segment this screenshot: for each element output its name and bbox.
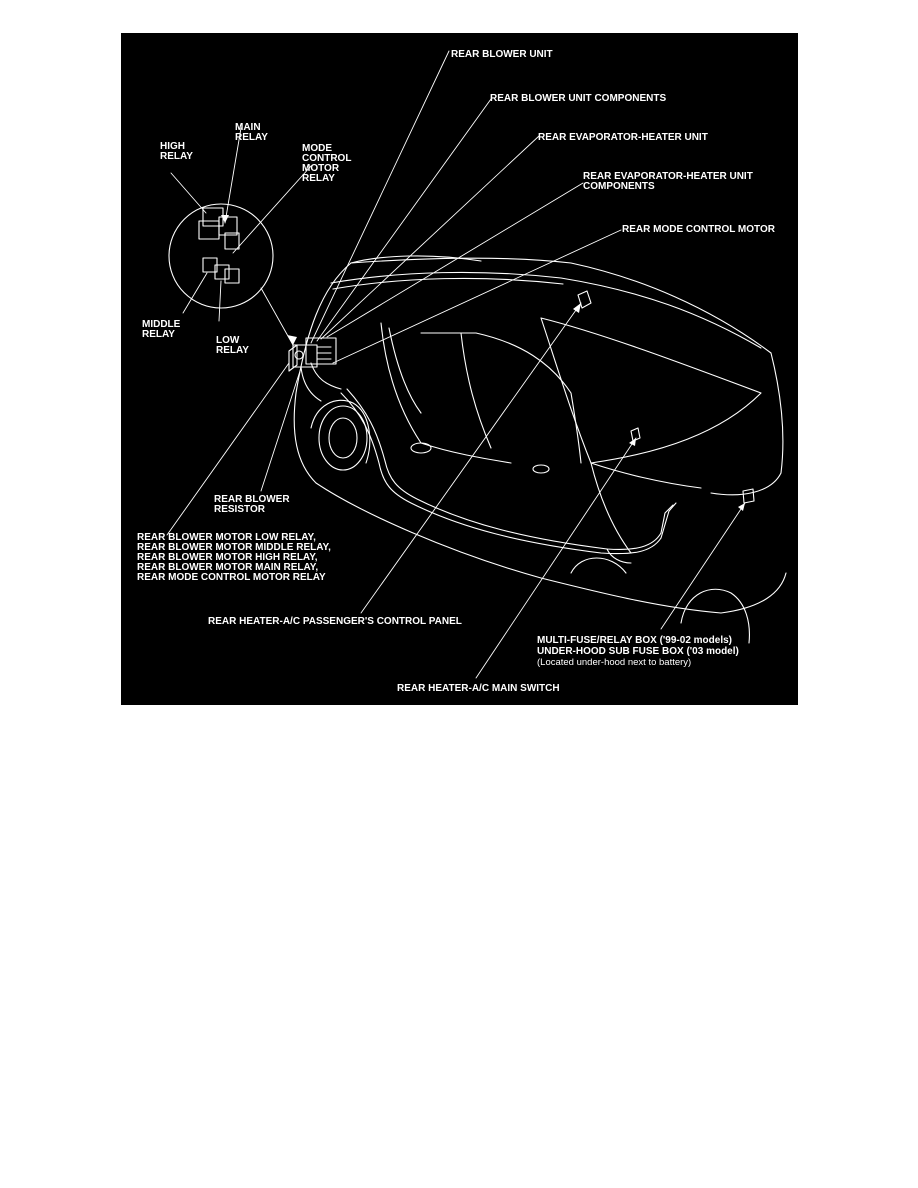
control-modules	[578, 291, 754, 503]
relay-detail-circle	[169, 204, 273, 308]
label-relay-list-line4: REAR BLOWER MOTOR MAIN RELAY,	[137, 562, 319, 573]
label-mode-relay-line2: CONTROL	[302, 153, 352, 164]
label-fuse-box-line1: MULTI-FUSE/RELAY BOX ('99-02 models)	[537, 635, 733, 646]
label-main-relay-line1: MAIN	[235, 122, 261, 133]
label-relay-list-line1: REAR BLOWER MOTOR LOW RELAY,	[137, 532, 316, 543]
label-middle-relay-line2: RELAY	[142, 329, 175, 340]
label-middle-relay-line1: MIDDLE	[142, 319, 181, 330]
label-relay-list-line5: REAR MODE CONTROL MOTOR RELAY	[137, 572, 326, 583]
label-relay-list-line2: REAR BLOWER MOTOR MIDDLE RELAY,	[137, 542, 331, 553]
label-low-relay-line1: LOW	[216, 335, 240, 346]
label-main-relay-line2: RELAY	[235, 132, 268, 143]
leader-lines	[167, 51, 745, 678]
label-mode-relay-line4: RELAY	[302, 173, 335, 184]
component-location-diagram	[121, 33, 798, 705]
label-main-switch: REAR HEATER-A/C MAIN SWITCH	[397, 683, 560, 694]
label-rear-evaporator-heater-unit-components-line2: COMPONENTS	[583, 181, 655, 192]
leader-arrowheads	[221, 215, 745, 511]
label-rear-blower-unit-components: REAR BLOWER UNIT COMPONENTS	[490, 93, 667, 104]
label-high-relay-line1: HIGH	[160, 141, 185, 152]
label-rear-blower-unit: REAR BLOWER UNIT	[451, 49, 553, 60]
label-rear-blower-resistor-line2: RESISTOR	[214, 504, 265, 515]
label-mode-relay-line3: MOTOR	[302, 163, 340, 174]
label-relay-list-line3: REAR BLOWER MOTOR HIGH RELAY,	[137, 552, 318, 563]
label-rear-evaporator-heater-unit-components-line1: REAR EVAPORATOR-HEATER UNIT	[583, 171, 753, 182]
label-mode-relay-line1: MODE	[302, 143, 332, 154]
label-rear-evaporator-heater-unit: REAR EVAPORATOR-HEATER UNIT	[538, 132, 708, 143]
vehicle-outline	[294, 256, 786, 643]
label-fuse-box-line2: UNDER-HOOD SUB FUSE BOX ('03 model)	[537, 646, 739, 657]
label-low-relay-line2: RELAY	[216, 345, 249, 356]
label-passenger-control-panel: REAR HEATER-A/C PASSENGER'S CONTROL PANEL	[208, 616, 462, 627]
label-high-relay-line2: RELAY	[160, 151, 193, 162]
label-rear-mode-control-motor: REAR MODE CONTROL MOTOR	[622, 224, 775, 235]
label-fuse-box-line3: (Located under-hood next to battery)	[537, 657, 692, 668]
label-rear-blower-resistor-line1: REAR BLOWER	[214, 494, 290, 505]
ac-piping	[341, 389, 676, 563]
